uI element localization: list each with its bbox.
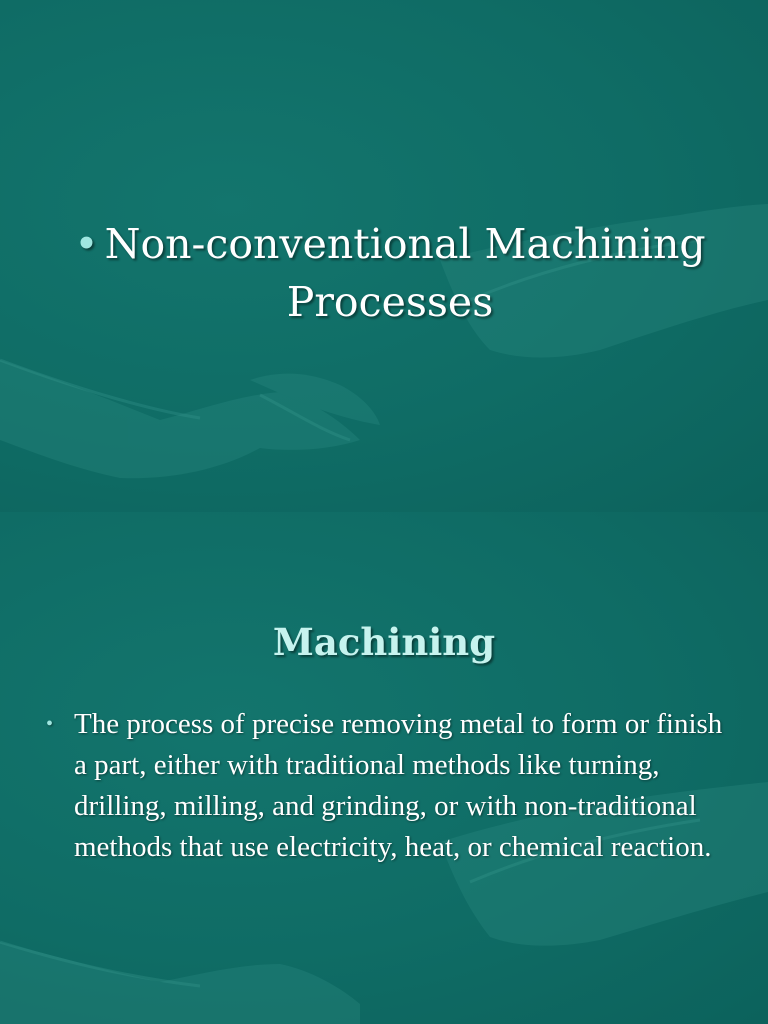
title-line-1: Non-conventional Machining <box>104 220 706 268</box>
slide-2 <box>0 512 768 1024</box>
title-bullet-icon: • <box>74 220 99 268</box>
bullet-icon: • <box>46 713 54 735</box>
title-line-2: Processes <box>286 278 494 326</box>
slide-2-body-text: The process of precise removing metal to form or finish a part, either with traditional methods like turning, drilling, milling, and grinding, or with non-traditional methods that use electricity, heat, or chemical reaction. <box>74 708 723 863</box>
slide-2-heading: Machining <box>272 620 496 664</box>
slide-1-title <box>40 215 740 331</box>
slide-2-bullet-item <box>46 704 736 868</box>
